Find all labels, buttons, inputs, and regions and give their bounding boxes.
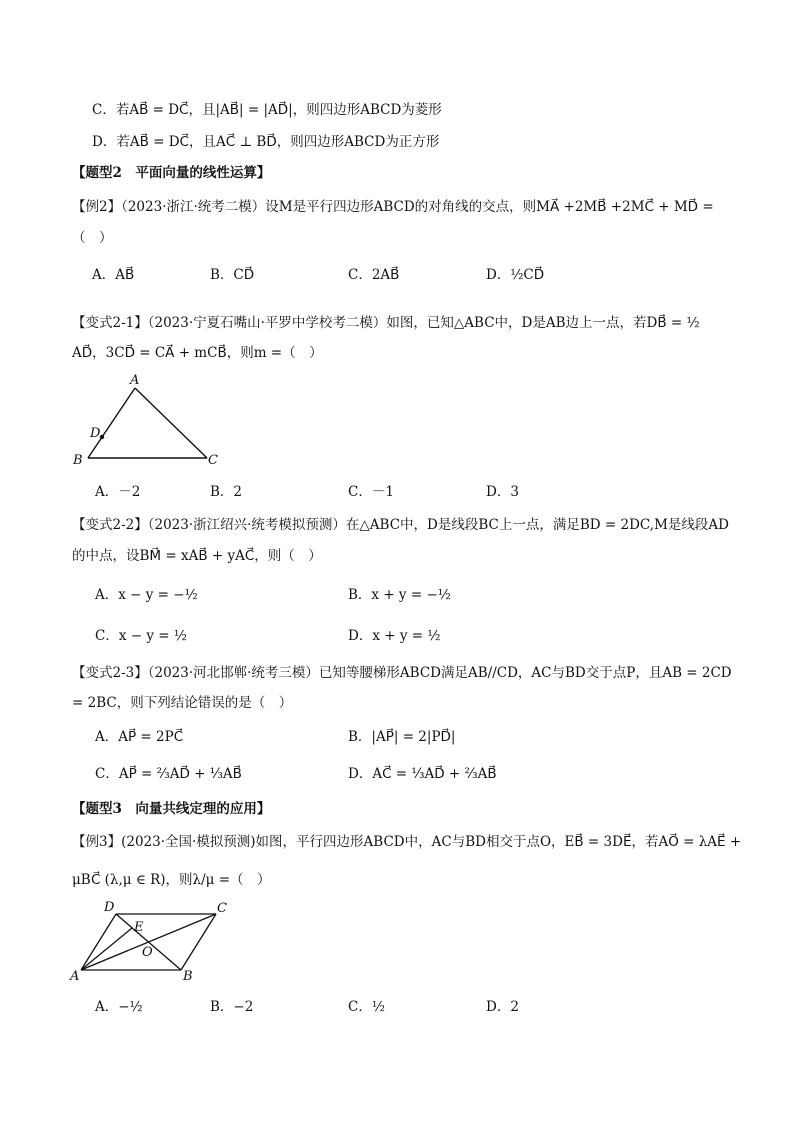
example-2-option-a: A．AB⃗ [92, 267, 135, 283]
variant-2-3-option-b: B．|AP⃗| = 2|PD⃗| [348, 729, 456, 745]
example-2-option-b: B．CD⃗ [210, 267, 255, 283]
variant-2-3-option-d: D．AC⃗ = ⅓AD⃗ + ⅔AB⃗ [348, 766, 497, 782]
diagonal-bd [116, 914, 181, 970]
variant-2-2-option-b: B．x + y = −½ [348, 587, 451, 603]
variant-2-1-line1: 【变式2-1】（2023·宁夏石嘴山·平罗中学校考二模）如图，已知△ABC中，D是AB边上一点，若DB⃗ = ½ [72, 315, 700, 331]
variant-2-2-option-d: D．x + y = ½ [348, 628, 441, 644]
example-3-line2: μBC⃗ (λ,μ ∈ R)，则λ/μ =（ ） [72, 872, 271, 888]
label-e: E [134, 920, 144, 935]
example-3-line1: 【例3】(2023·全国·模拟预测)如图，平行四边形ABCD中，AC与BD相交于点O，EB⃗ = 3DE⃗，若AO⃗ = λAE⃗ + [72, 834, 742, 850]
example-3-option-d: D．2 [486, 999, 519, 1015]
variant-2-3-option-a: A．AP⃗ = 2PC⃗ [95, 729, 184, 745]
section-2-title: 【题型2 平面向量的线性运算】 [72, 165, 271, 181]
side-ad [81, 914, 116, 970]
label-c: C [208, 453, 218, 468]
variant-2-2-line2: 的中点，设BM⃗ = xAB⃗ + yAC⃗，则（ ） [72, 548, 322, 564]
example-2-option-d: D．½CD⃗ [486, 267, 545, 283]
label-b: B [73, 453, 83, 468]
example-3-option-b: B．−2 [210, 999, 254, 1015]
variant-2-3-line2: = 2BC，则下列结论错误的是（ ） [72, 695, 293, 711]
example-2-option-c: C．2AB⃗ [348, 267, 400, 283]
label-b: B [183, 969, 193, 983]
side-cb [181, 914, 216, 970]
label-c: C [217, 901, 227, 916]
point-d-dot [100, 435, 104, 439]
label-d: D [104, 900, 115, 915]
triangle-figure [65, 370, 235, 470]
variant-2-1-line2: AD⃗，3CD⃗ = CA⃗ + mCB⃗，则m =（ ） [72, 345, 323, 361]
label-o: O [142, 945, 153, 960]
example-3-option-c: C．½ [348, 999, 385, 1015]
variant-2-2-option-a: A．x − y = −½ [95, 587, 198, 603]
option-d-q1: D．若AB⃗ = DC⃗，且AC⃗ ⊥ BD⃗，则四边形ABCD为正方形 [92, 134, 440, 150]
variant-2-2-line1: 【变式2-2】（2023·浙江绍兴·统考模拟预测）在△ABC中，D是线段BC上一点，满足BD = 2DC,M是线段AD [72, 517, 729, 533]
variant-2-1-option-a: A．－2 [95, 484, 141, 500]
variant-2-2-option-c: C．x − y = ½ [95, 628, 187, 644]
variant-2-1-option-c: C．－1 [348, 484, 394, 500]
variant-2-3-line1: 【变式2-3】（2023·河北邯郸·统考三模）已知等腰梯形ABCD满足AB//CD，AC与BD交于点P，且AB = 2CD [72, 665, 732, 681]
label-d: D [90, 426, 101, 441]
section-3-title: 【题型3 向量共线定理的应用】 [72, 801, 271, 817]
variant-2-1-option-b: B．2 [210, 484, 243, 500]
label-a: A [130, 373, 140, 388]
triangle-side-ac [135, 388, 207, 458]
variant-2-1-option-d: D．3 [486, 484, 519, 500]
example-2-line1: 【例2】（2023·浙江·统考二模）设M是平行四边形ABCD的对角线的交点，则MA⃗ +2MB⃗ +2MC⃗ + MD⃗ = [72, 199, 714, 215]
label-a: A [70, 969, 80, 983]
triangle-side-ab [88, 388, 135, 458]
example-2-line2: （ ） [72, 230, 113, 246]
example-3-option-a: A．−½ [95, 999, 143, 1015]
variant-2-3-option-c: C．AP⃗ = ⅔AD⃗ + ⅓AB⃗ [95, 766, 242, 782]
option-c-q1: C．若AB⃗ = DC⃗，且|AB⃗| = |AD⃗|，则四边形ABCD为菱形 [92, 102, 442, 118]
parallelogram-figure [62, 898, 242, 983]
segment-ae [81, 928, 132, 970]
